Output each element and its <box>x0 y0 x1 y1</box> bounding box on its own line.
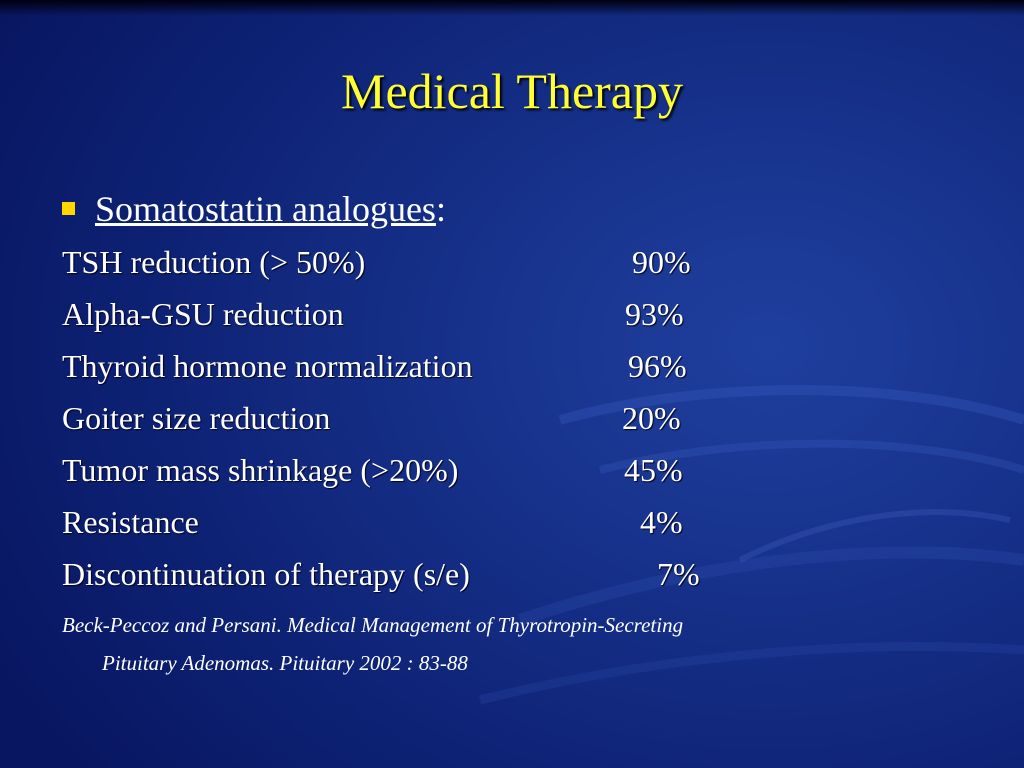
stat-label: Tumor mass shrinkage (>20%) <box>62 452 459 488</box>
stat-value: 90% <box>632 244 691 280</box>
stat-row <box>62 400 762 444</box>
bullet-item <box>62 188 446 230</box>
bullet-heading-colon: : <box>435 189 446 229</box>
stat-label: Resistance <box>62 504 199 540</box>
slide-title: Medical Therapy <box>341 63 683 119</box>
stat-row <box>62 452 762 496</box>
stat-label: Thyroid hormone normalization <box>62 348 473 384</box>
stat-row <box>62 348 762 392</box>
stat-value: 93% <box>625 296 684 332</box>
stat-value: 7% <box>657 556 700 592</box>
stat-label: Goiter size reduction <box>62 400 331 436</box>
stat-value: 4% <box>640 504 683 540</box>
stat-row <box>62 244 762 288</box>
stat-label: Discontinuation of therapy (s/e) <box>62 556 470 592</box>
citation <box>62 606 962 682</box>
stat-label: TSH reduction (> 50%) <box>62 244 366 280</box>
stat-row <box>62 556 762 600</box>
square-bullet-icon <box>62 202 75 215</box>
stat-value: 20% <box>622 400 681 436</box>
citation-line-2: Pituitary Adenomas. Pituitary 2002 : 83-88 <box>102 651 468 675</box>
stat-label: Alpha-GSU reduction <box>62 296 344 332</box>
stat-value: 45% <box>624 452 683 488</box>
stat-row <box>62 296 762 340</box>
bullet-heading: Somatostatin analogues <box>95 189 436 229</box>
stat-row <box>62 504 762 548</box>
citation-line-1: Beck-Peccoz and Persani. Medical Management of Thyrotropin-Secreting <box>62 613 684 637</box>
stat-value: 96% <box>628 348 687 384</box>
